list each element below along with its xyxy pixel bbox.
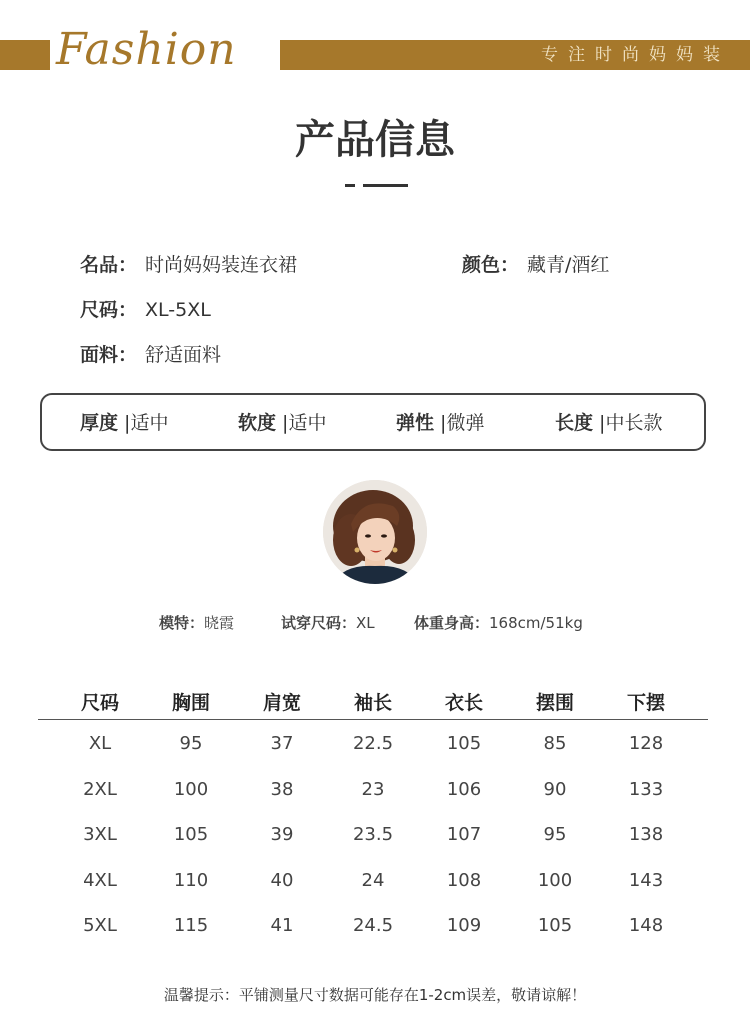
table-cell: 106 bbox=[446, 779, 482, 800]
table-cell: 5XL bbox=[83, 915, 117, 936]
info-name-label: 名品： bbox=[80, 254, 138, 276]
info-name-value: 时尚妈妈装连衣裙 bbox=[145, 254, 298, 276]
info-fabric bbox=[80, 340, 221, 367]
table-header-rule bbox=[38, 719, 708, 720]
table-cell: 128 bbox=[628, 733, 664, 754]
table-cell: 100 bbox=[173, 779, 209, 800]
model-trial-size bbox=[281, 612, 375, 633]
attribute-thickness: 厚度 |适中 bbox=[80, 412, 169, 434]
attribute-value: 适中 bbox=[130, 412, 169, 434]
table-cell: 38 bbox=[270, 779, 294, 800]
table-cell: 143 bbox=[628, 870, 664, 891]
info-color-label: 颜色： bbox=[462, 254, 520, 276]
attribute-value: 中长款 bbox=[605, 412, 663, 434]
info-fabric-value: 舒适面料 bbox=[145, 344, 222, 366]
model-avatar bbox=[323, 480, 427, 584]
table-cell: 105 bbox=[537, 915, 573, 936]
table-cell: 107 bbox=[446, 824, 482, 845]
model-body-label: 体重身高： bbox=[414, 614, 490, 632]
model-portrait-icon bbox=[323, 480, 427, 584]
info-size-value: XL-5XL bbox=[145, 299, 211, 321]
table-cell: 85 bbox=[543, 733, 567, 754]
brand-logo-text: Fashion bbox=[56, 24, 237, 75]
model-body-value: 168cm/51kg bbox=[489, 614, 583, 632]
model-size-value: XL bbox=[356, 614, 375, 632]
table-cell: 24 bbox=[361, 870, 385, 891]
table-cell: 100 bbox=[537, 870, 573, 891]
table-cell: 40 bbox=[270, 870, 294, 891]
attribute-elasticity: 弹性 |微弹 bbox=[396, 412, 485, 434]
info-size bbox=[80, 295, 211, 322]
table-cell: 22.5 bbox=[352, 733, 394, 754]
table-header-size: 尺码 bbox=[80, 692, 119, 714]
table-cell: 24.5 bbox=[352, 915, 394, 936]
table-cell: 95 bbox=[179, 733, 203, 754]
title-divider-short bbox=[345, 184, 355, 187]
table-cell: 41 bbox=[270, 915, 294, 936]
table-cell: 115 bbox=[173, 915, 209, 936]
table-header-length: 衣长 bbox=[444, 692, 483, 714]
banner-tagline: 专注时尚妈妈装 bbox=[541, 45, 730, 65]
table-cell: 4XL bbox=[83, 870, 117, 891]
table-header-sleeve: 袖长 bbox=[353, 692, 392, 714]
attribute-label: 弹性 bbox=[396, 412, 435, 434]
model-body bbox=[414, 612, 583, 633]
model-size-label: 试穿尺码： bbox=[281, 614, 357, 632]
title-divider-long bbox=[363, 184, 408, 187]
model-name bbox=[159, 612, 234, 633]
table-cell: 110 bbox=[173, 870, 209, 891]
table-cell: 3XL bbox=[83, 824, 117, 845]
table-cell: 108 bbox=[446, 870, 482, 891]
table-header-chest: 胸围 bbox=[171, 692, 210, 714]
section-title: 产品信息 bbox=[295, 116, 455, 163]
table-cell: 105 bbox=[173, 824, 209, 845]
table-header-hem-circ: 摆围 bbox=[535, 692, 574, 714]
table-cell: 37 bbox=[270, 733, 294, 754]
info-color-value: 藏青/酒红 bbox=[527, 254, 610, 276]
table-cell: XL bbox=[88, 733, 112, 754]
info-name bbox=[80, 250, 297, 277]
table-cell: 138 bbox=[628, 824, 664, 845]
info-color bbox=[462, 250, 609, 277]
table-header-shoulder: 肩宽 bbox=[262, 692, 301, 714]
attribute-label: 长度 bbox=[555, 412, 594, 434]
table-cell: 90 bbox=[543, 779, 567, 800]
info-size-label: 尺码： bbox=[80, 299, 138, 321]
banner-bar-left bbox=[0, 40, 50, 70]
attribute-length: 长度 |中长款 bbox=[555, 412, 663, 434]
table-cell: 105 bbox=[446, 733, 482, 754]
info-fabric-label: 面料： bbox=[80, 344, 138, 366]
attribute-label: 软度 bbox=[238, 412, 277, 434]
model-name-value: 晓霞 bbox=[204, 614, 235, 632]
table-cell: 109 bbox=[446, 915, 482, 936]
model-name-label: 模特： bbox=[159, 614, 205, 632]
attribute-value: 微弹 bbox=[446, 412, 485, 434]
table-cell: 95 bbox=[543, 824, 567, 845]
table-cell: 23 bbox=[361, 779, 385, 800]
table-cell: 133 bbox=[628, 779, 664, 800]
table-cell: 39 bbox=[270, 824, 294, 845]
table-header-hem: 下摆 bbox=[626, 692, 665, 714]
measurement-note: 温馨提示：平铺测量尺寸数据可能存在1-2cm误差，敬请谅解！ bbox=[163, 986, 587, 1004]
table-cell: 23.5 bbox=[352, 824, 394, 845]
attribute-softness: 软度 |适中 bbox=[238, 412, 327, 434]
table-cell: 2XL bbox=[83, 779, 117, 800]
attribute-value: 适中 bbox=[288, 412, 327, 434]
table-cell: 148 bbox=[628, 915, 664, 936]
attribute-label: 厚度 bbox=[80, 412, 119, 434]
